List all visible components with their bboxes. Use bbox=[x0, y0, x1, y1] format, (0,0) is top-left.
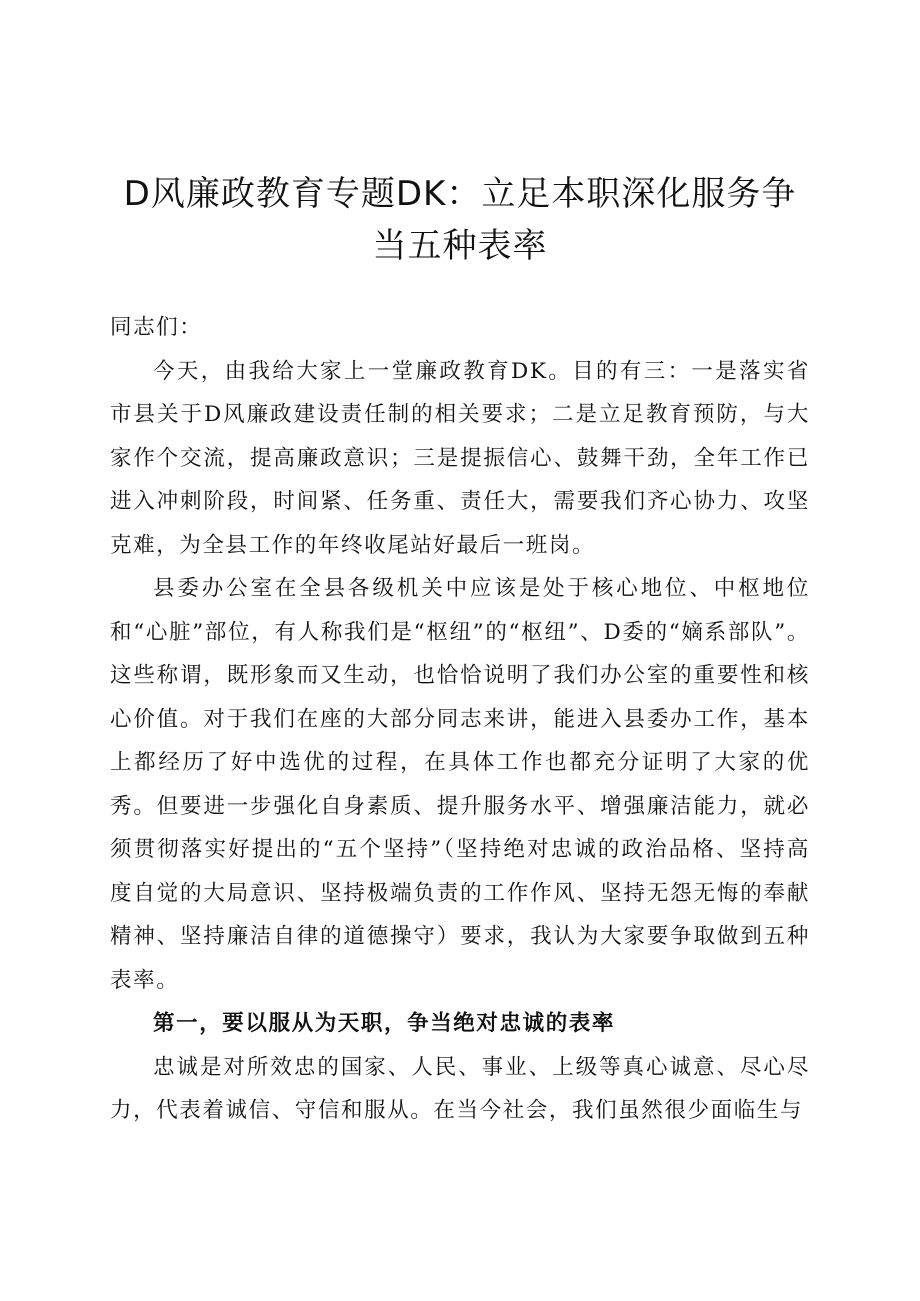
document-title-line-1: D风廉政教育专题DK：立足本职深化服务争 bbox=[123, 174, 797, 214]
document-title bbox=[100, 168, 820, 272]
greeting: 同志们： bbox=[110, 315, 203, 340]
document-body bbox=[110, 306, 810, 1133]
document-title-line-2: 当五种表率 bbox=[372, 226, 548, 266]
paragraph-office-role: 县委办公室在全县各级机关中应该是处于核心地位、中枢地位和“心脏”部位，有人称我们是“枢纽”的“枢纽”、D委的“嫡系部队”。这些称谓，既形象而又生动，也恰恰说明了我们办公室的重要性和核心价值。对于我们在座的大部分同志来讲，能进入县委办工作，基本上都经历了好中选优的过程，在具体工作也都充分证明了大家的优秀。但要进一步强化自身素质、提升服务水平、增强廉洁能力，就必须贯彻落实好提出的“五个坚持”（坚持绝对忠诚的政治品格、坚持高度自觉的大局意识、坚持极端负责的工作作风、坚持无怨无悔的奉献精神、坚持廉洁自律的道德操守）要求，我认为大家要争取做到五种表率。 bbox=[110, 576, 810, 993]
paragraph-intro: 今天，由我给大家上一堂廉政教育DK。目的有三：一是落实省市县关于D风廉政建设责任制的相关要求；二是立足教育预防，与大家作个交流，提高廉政意识；三是提振信心、鼓舞干劲，全年工作已进入冲刺阶段，时间紧、任务重、责任大，需要我们齐心协力、攻坚克难，为全县工作的年终收尾站好最后一班岗。 bbox=[110, 358, 810, 558]
paragraph-loyalty: 忠诚是对所效忠的国家、人民、事业、上级等真心诚意、尽心尽力，代表着诚信、守信和服从。在当今社会，我们虽然很少面临生与 bbox=[110, 1054, 810, 1123]
section-heading: 第一，要以服从为天职，争当绝对忠诚的表率 bbox=[153, 1011, 616, 1036]
